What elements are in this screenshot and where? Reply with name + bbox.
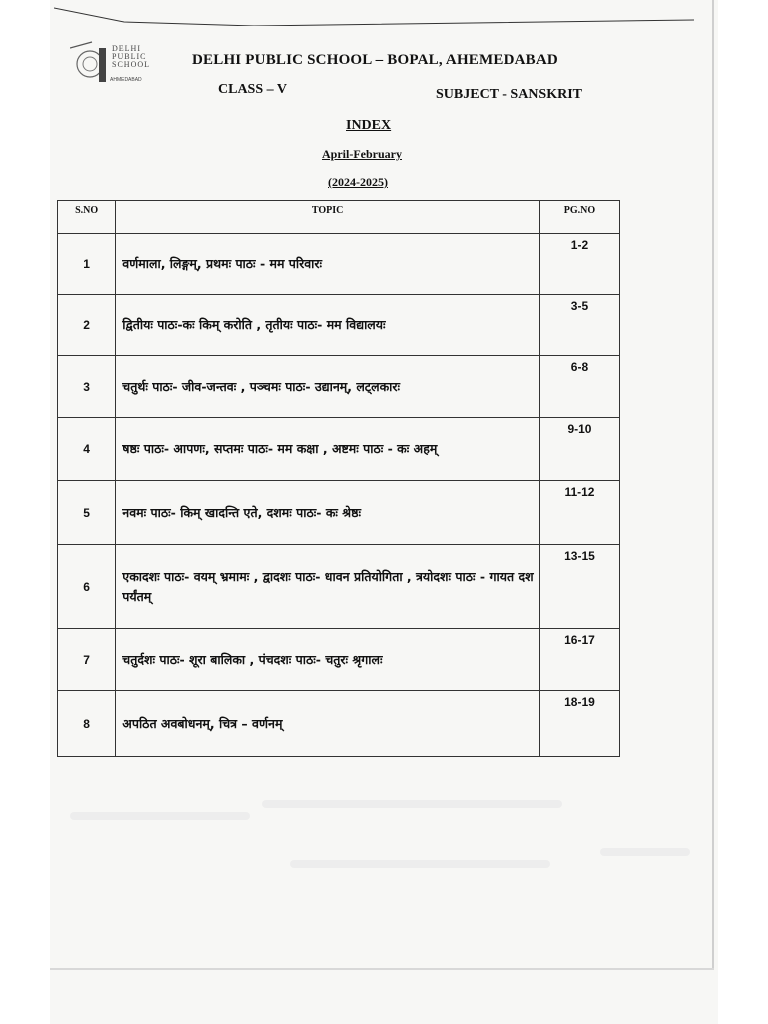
bleed-through-mark xyxy=(70,812,250,820)
table-header-row xyxy=(58,201,620,234)
row-sno: 2 xyxy=(58,295,116,356)
logo-text: DELHI PUBLIC SCHOOL xyxy=(112,44,151,69)
row-topic: चतुर्थः पाठः- जीव-जन्तवः , पञ्चमः पाठः- उद्यानम्, लट्लकारः xyxy=(116,356,540,418)
header-sno: S.NO xyxy=(58,201,116,234)
row-sno: 3 xyxy=(58,356,116,418)
row-pages: 16-17 xyxy=(539,629,619,691)
row-topic: द्वितीयः पाठः-कः किम् करोति , तृतीयः पाठः- मम विद्यालयः xyxy=(116,295,540,356)
logo-subtext: AHMEDABAD xyxy=(110,77,142,83)
table-row xyxy=(58,481,620,545)
row-sno: 7 xyxy=(58,629,116,691)
period-label: April-February xyxy=(322,147,402,161)
table-row xyxy=(58,295,620,356)
row-topic: षष्ठः पाठः- आपणः, सप्तमः पाठः- मम कक्षा , अष्टमः पाठः - कः अहम् xyxy=(116,418,540,481)
row-sno: 8 xyxy=(58,691,116,757)
table-row xyxy=(58,418,620,481)
academic-year: (2024-2025) xyxy=(328,175,388,189)
school-name: DELHI PUBLIC SCHOOL – BOPAL, AHEMEDABAD xyxy=(192,52,558,68)
table-row xyxy=(58,545,620,629)
row-pages: 3-5 xyxy=(539,295,619,356)
row-pages: 6-8 xyxy=(539,356,619,418)
bleed-through-mark xyxy=(262,800,562,808)
class-label: CLASS – V xyxy=(218,82,287,97)
row-pages: 9-10 xyxy=(539,418,619,481)
index-title: INDEX xyxy=(346,118,392,133)
row-sno: 6 xyxy=(58,545,116,629)
row-sno: 5 xyxy=(58,481,116,545)
subject-label: SUBJECT - SANSKRIT xyxy=(436,87,583,102)
row-sno: 4 xyxy=(58,418,116,481)
row-topic: नवमः पाठः- किम् खादन्ति एते, दशमः पाठः- कः श्रेष्ठः xyxy=(116,481,540,545)
bleed-through-mark xyxy=(600,848,690,856)
row-topic: वर्णमाला, लिङ्गम्, प्रथमः पाठः - मम परिवारः xyxy=(116,234,540,295)
table-row xyxy=(58,629,620,691)
row-topic: चतुर्दशः पाठः- शूरा बालिका , पंचदशः पाठः- चतुरः श्रृगालः xyxy=(116,629,540,691)
header-topic: TOPIC xyxy=(116,201,540,234)
row-pages: 11-12 xyxy=(539,481,619,545)
row-topic: एकादशः पाठः- वयम् भ्रमामः , द्वादशः पाठः- धावन प्रतियोगिता , त्रयोदशः पाठः - गायत दश पर्यंतम् xyxy=(116,545,540,629)
row-topic: अपठित अवबोधनम्, चित्र – वर्णनम् xyxy=(116,691,540,757)
header-pgno: PG.NO xyxy=(539,201,619,234)
row-pages: 13-15 xyxy=(539,545,619,629)
row-pages: 1-2 xyxy=(539,234,619,295)
table-row xyxy=(58,234,620,295)
row-sno: 1 xyxy=(58,234,116,295)
table-row xyxy=(58,356,620,418)
index-table xyxy=(57,200,620,757)
page-bottom-edge xyxy=(50,968,714,970)
page-edge xyxy=(712,0,714,970)
pen-stroke xyxy=(54,6,694,26)
bleed-through-mark xyxy=(290,860,550,868)
row-pages: 18-19 xyxy=(539,691,619,757)
table-row xyxy=(58,691,620,757)
